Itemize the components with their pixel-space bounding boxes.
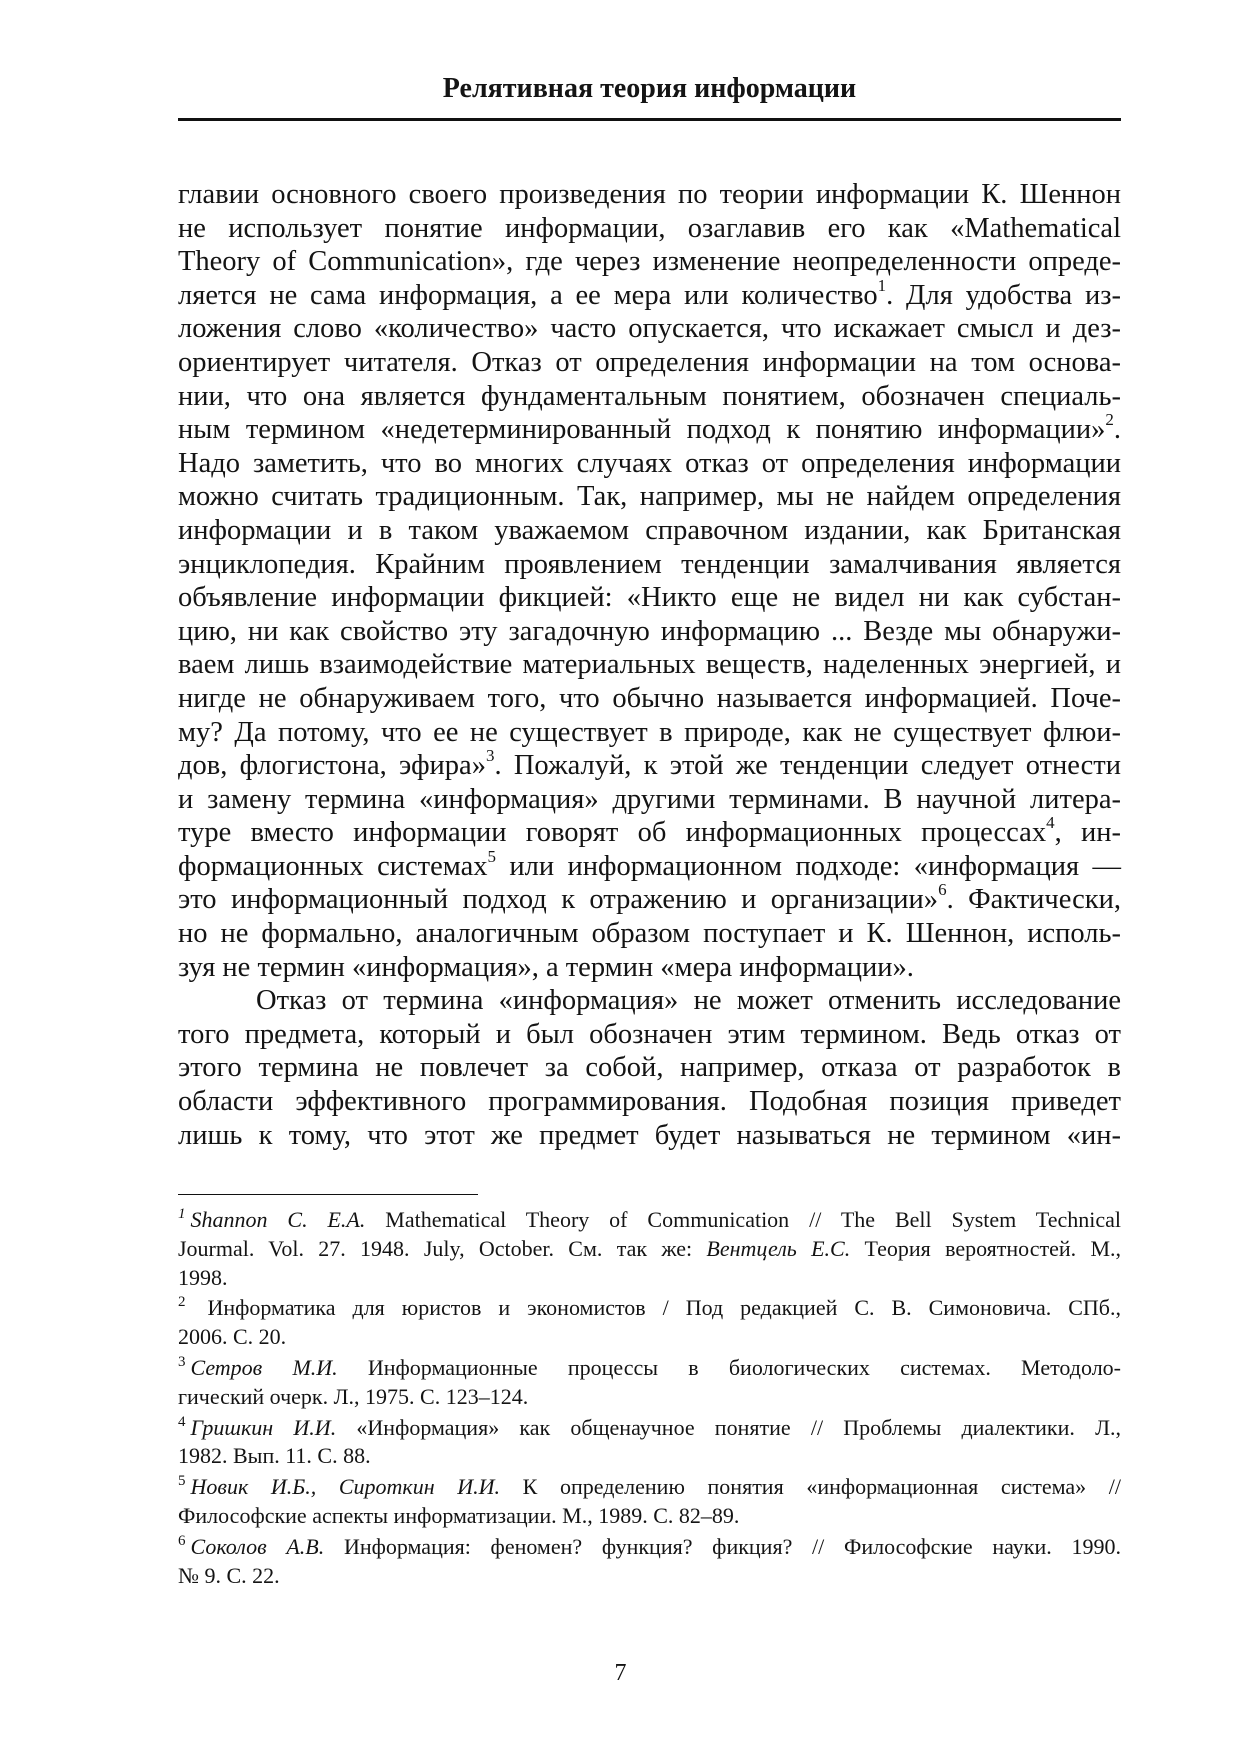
text-line: зуя не термин «информация», а термин «мера информации». <box>178 951 914 983</box>
text-line: главии основного своего произведения по теории информации К. Шеннон <box>178 179 1121 210</box>
text-line: му? Да потому, что ее не существует в природе, как не существует флюи- <box>178 716 1121 748</box>
footnote-line: 1998. <box>178 1264 228 1290</box>
footnote-number: 6 <box>178 1532 186 1549</box>
text-line: цию, ни как свойство эту загадочную информацию ... Везде мы обнаружи- <box>178 615 1121 647</box>
footnote-ref: 5 <box>487 846 496 866</box>
footnote-author: Вентцель Е.С. <box>706 1235 851 1261</box>
body-text <box>178 178 1121 1152</box>
header-rule <box>178 118 1121 121</box>
footnote-line: Jourmal. Vol. 27. 1948. July, October. См. так же: Вентцель Е.С. Теория вероятностей. М., <box>178 1235 1122 1261</box>
footnote-author: Shannon C. E.A. <box>190 1207 366 1232</box>
footnote-ref: 3 <box>485 746 495 766</box>
footnote-ref: 4 <box>1046 813 1055 833</box>
footnote-line: 1982. Вып. 11. С. 88. <box>178 1443 371 1469</box>
footnote-ref: 6 <box>938 880 947 900</box>
text-line: области эффективного программирования. Подобная позиция приведет <box>178 1086 1121 1118</box>
text-line: ваем лишь взаимодействие материальных веществ, наделенных энергией, и <box>178 649 1121 681</box>
footnote-number: 4 <box>178 1413 186 1430</box>
text-line: туре вместо информации говорят об информационных процессах$^4$, ин- <box>178 813 1121 849</box>
footnote-line: $^4$ Гришкин И.И. «Информация» как общенаучное понятие // Проблемы диалектики. Л., <box>178 1413 1121 1440</box>
footnote-line: гический очерк. Л., 1975. С. 123–124. <box>178 1383 529 1409</box>
footnote-line: Философские аспекты информатизации. М., 1989. С. 82–89. <box>178 1502 740 1528</box>
text-line: того предмета, который и был обозначен этим термином. Ведь отказ от <box>178 1018 1121 1050</box>
text-line: не использует понятие информации, озаглавив его как «Mathematical <box>178 212 1121 244</box>
text-line: дов, флогистона, эфира»$^3$. Пожалуй, к этой же тенденции следует отнести <box>178 746 1121 782</box>
footnote-line: $^3$ Сетров М.И. Информационные процессы в биологических системах. Методоло- <box>178 1353 1121 1380</box>
footnote-separator <box>178 1194 478 1195</box>
text-line: Надо заметить, что во многих случаях отказ от определения информации <box>178 447 1121 479</box>
footnote-number: 3 <box>178 1353 186 1370</box>
text-line: нигде не обнаруживаем того, что обычно называется информацией. Поче- <box>178 682 1121 714</box>
text-line: ным термином «недетерминированный подход к понятию информации»$^2$. <box>178 410 1121 446</box>
footnote-line: $^5$ Новик И.Б., Сироткин И.И. К определению понятия «информационная система» // <box>178 1473 1122 1500</box>
text-line: это информационный подход к отражению и организации»$^6$. Фактически, <box>178 880 1121 916</box>
footnote-line: $^1$ Shannon C. E.A. Mathematical Theory of Communication // The Bell System Technical <box>178 1206 1121 1232</box>
footnote-author: Соколов А.В. <box>190 1533 325 1559</box>
text-line: ориентирует читателя. Отказ от определения информации на том основа- <box>178 346 1121 378</box>
text-line: но не формально, аналогичным образом поступает и К. Шеннон, исполь- <box>178 918 1121 950</box>
text-line: этого термина не повлечет за собой, например, отказа от разработок в <box>178 1052 1121 1084</box>
footnote-line: № 9. С. 22. <box>178 1562 280 1588</box>
footnote-author: Новик И.Б., Сироткин И.И. <box>190 1474 501 1500</box>
text-line: объявление информации фикцией: «Никто еще не видел ни как субстан- <box>178 582 1121 614</box>
footnote-author: Гришкин И.И. <box>190 1414 337 1440</box>
footnote-ref: 2 <box>1105 410 1114 430</box>
text-line: можно считать традиционным. Так, например, мы не найдем определения <box>178 481 1121 513</box>
footnote-line: 2006. С. 20. <box>178 1324 287 1350</box>
text-line: и замену термина «информация» другими терминами. В научной литера- <box>178 783 1121 815</box>
text-line: нии, что она является фундаментальным понятием, обозначен специаль- <box>178 380 1121 412</box>
text-line: лишь к тому, что этот же предмет будет называться не термином «ин- <box>178 1119 1121 1151</box>
footnote-author: Сетров М.И. <box>190 1354 338 1380</box>
text-line: ляется не сама информация, а ее мера или количество$^1$. Для удобства из- <box>178 275 1121 311</box>
text-line: информации и в таком уважаемом справочном издании, как Британская <box>178 514 1121 546</box>
running-title: Релятивная теория информации <box>442 73 857 104</box>
text-line: энциклопедия. Крайним проявлением тенденции замалчивания является <box>178 548 1121 580</box>
footnote-number: 1 <box>178 1206 186 1222</box>
text-line: ложения слово «количество» часто опускается, что искажает смысл и дез- <box>178 313 1121 345</box>
footnote-number: 2 <box>178 1294 186 1311</box>
footnote-line: $^2$ Информатика для юристов и экономистов / Под редакцией С. В. Симоновича. СПб., <box>178 1294 1121 1321</box>
text-line: формационных системах$^5$ или информационном подходе: «информация — <box>178 846 1121 882</box>
text-line: Theory of Communication», где через изменение неопределенности опреде- <box>178 246 1121 278</box>
text-line: Отказ от термина «информация» не может отменить исследование <box>256 985 1121 1017</box>
footnotes <box>178 1206 1121 1590</box>
footnote-ref: 1 <box>877 275 887 295</box>
footnote-number: 5 <box>178 1473 186 1490</box>
footnote-line: $^6$ Соколов А.В. Информация: феномен? функция? фикция? // Философские науки. 1990. <box>178 1532 1121 1559</box>
page-number: 7 <box>614 1660 627 1686</box>
